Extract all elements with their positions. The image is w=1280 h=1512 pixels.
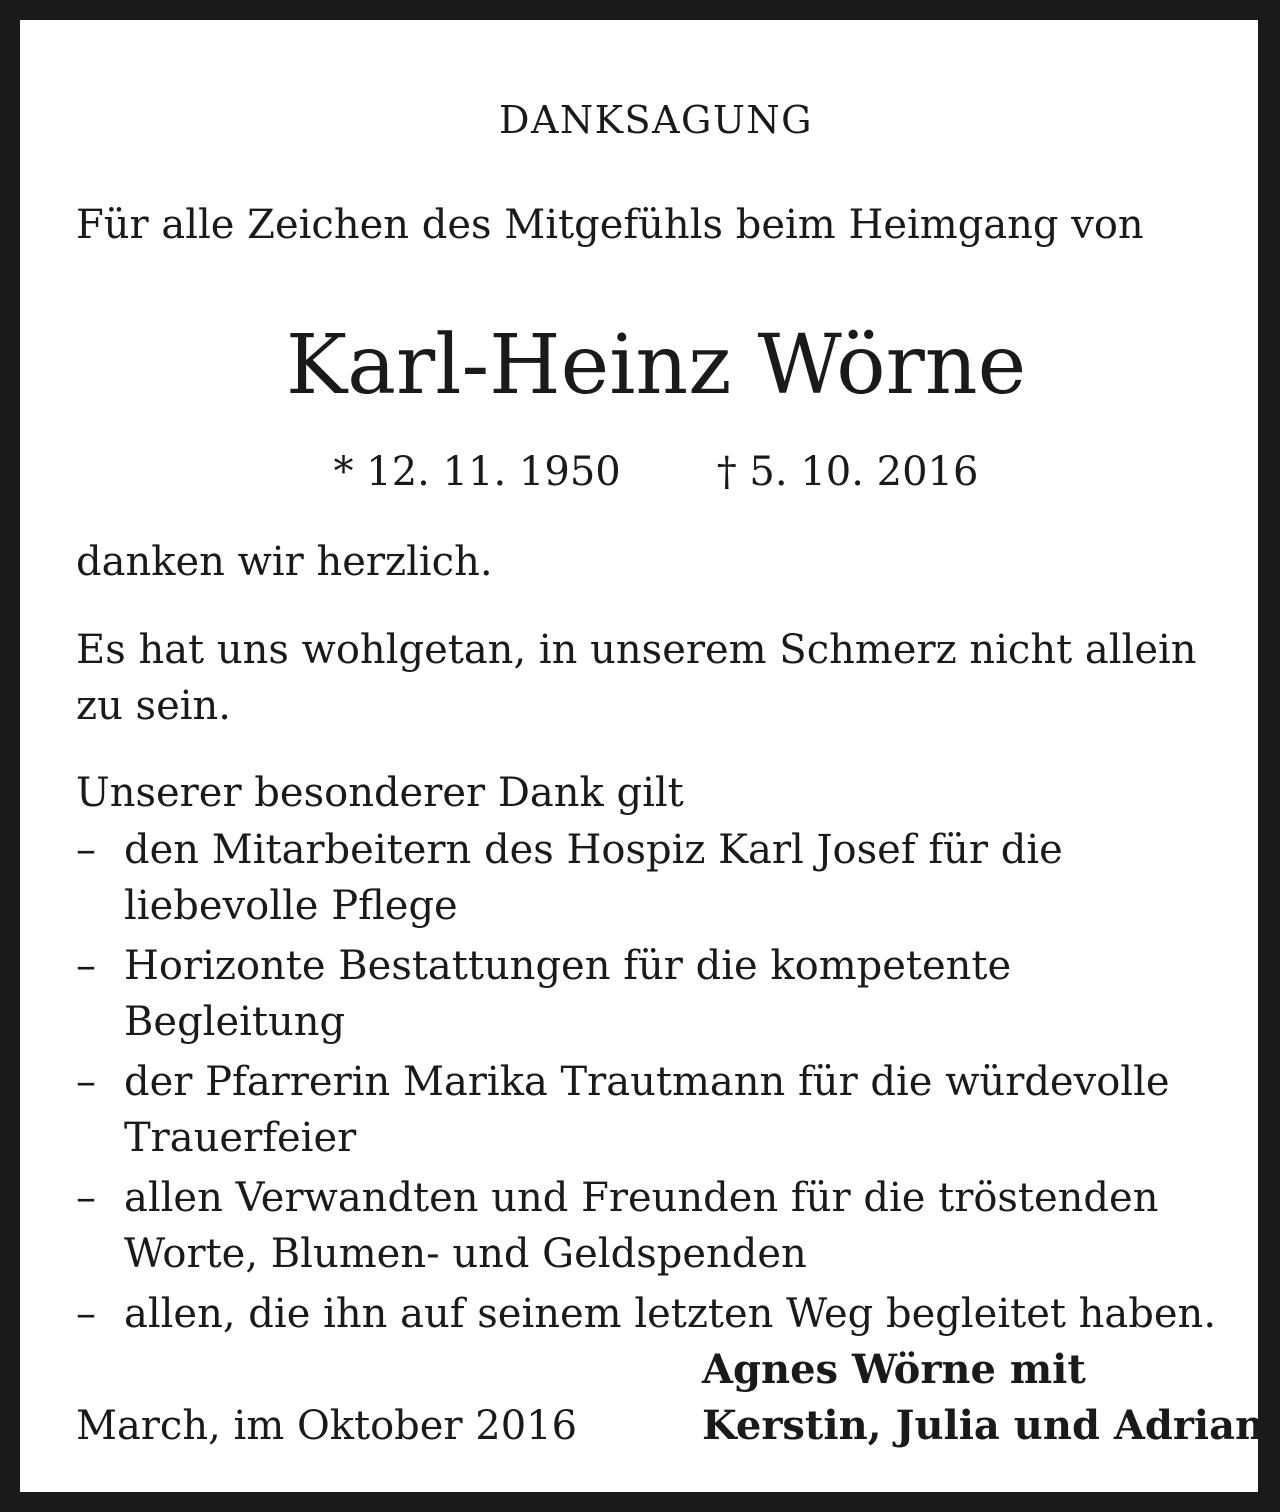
place-date: March, im Oktober 2016: [76, 1403, 578, 1449]
dash-bullet: –: [76, 1175, 96, 1221]
dash-bullet: –: [76, 827, 96, 873]
list-item: [76, 938, 1236, 1050]
list-item: [76, 1054, 1236, 1166]
list-item: [76, 1170, 1236, 1282]
death-date: † 5. 10. 2016: [716, 449, 979, 495]
list-item-text: allen, die ihn auf seinem letzten Weg begleitet haben.: [124, 1291, 1217, 1337]
list-item-text: Horizonte Bestattungen für die kompetente Begleitung: [124, 943, 1012, 1045]
list-item-text: der Pfarrerin Marika Trautmann für die würdevolle Trauerfeier: [124, 1059, 1170, 1161]
notice-heading: DANKSAGUNG: [498, 98, 813, 142]
birth-date: * 12. 11. 1950: [333, 449, 621, 495]
special-thanks-list: [76, 822, 1236, 1346]
life-dates: [76, 444, 1236, 500]
signer-line-2: Kerstin, Julia und Adrian: [702, 1402, 1265, 1449]
thanks-text: danken wir herzlich.: [76, 539, 493, 585]
deceased-name: Karl-Heinz Wörne: [285, 318, 1027, 413]
intro-text: Für alle Zeichen des Mitgefühls beim Heimgang von: [76, 202, 1144, 248]
list-item: [76, 822, 1236, 934]
list-item-text: den Mitarbeitern des Hospiz Karl Josef für die liebevolle Pflege: [124, 827, 1063, 929]
dash-bullet: –: [76, 1059, 96, 1105]
list-item-text: allen Verwandten und Freunden für die tröstenden Worte, Blumen- und Geldspenden: [124, 1175, 1159, 1277]
dash-bullet: –: [76, 943, 96, 989]
signers: [702, 1342, 1264, 1454]
comfort-text: Es hat uns wohlgetan, in unserem Schmerz nicht allein zu sein.: [76, 627, 1197, 729]
signer-line-1: Agnes Wörne mit: [702, 1346, 1086, 1393]
special-thanks-intro: Unserer besonderer Dank gilt: [76, 770, 684, 816]
list-item: [76, 1286, 1236, 1342]
dash-bullet: –: [76, 1291, 96, 1337]
